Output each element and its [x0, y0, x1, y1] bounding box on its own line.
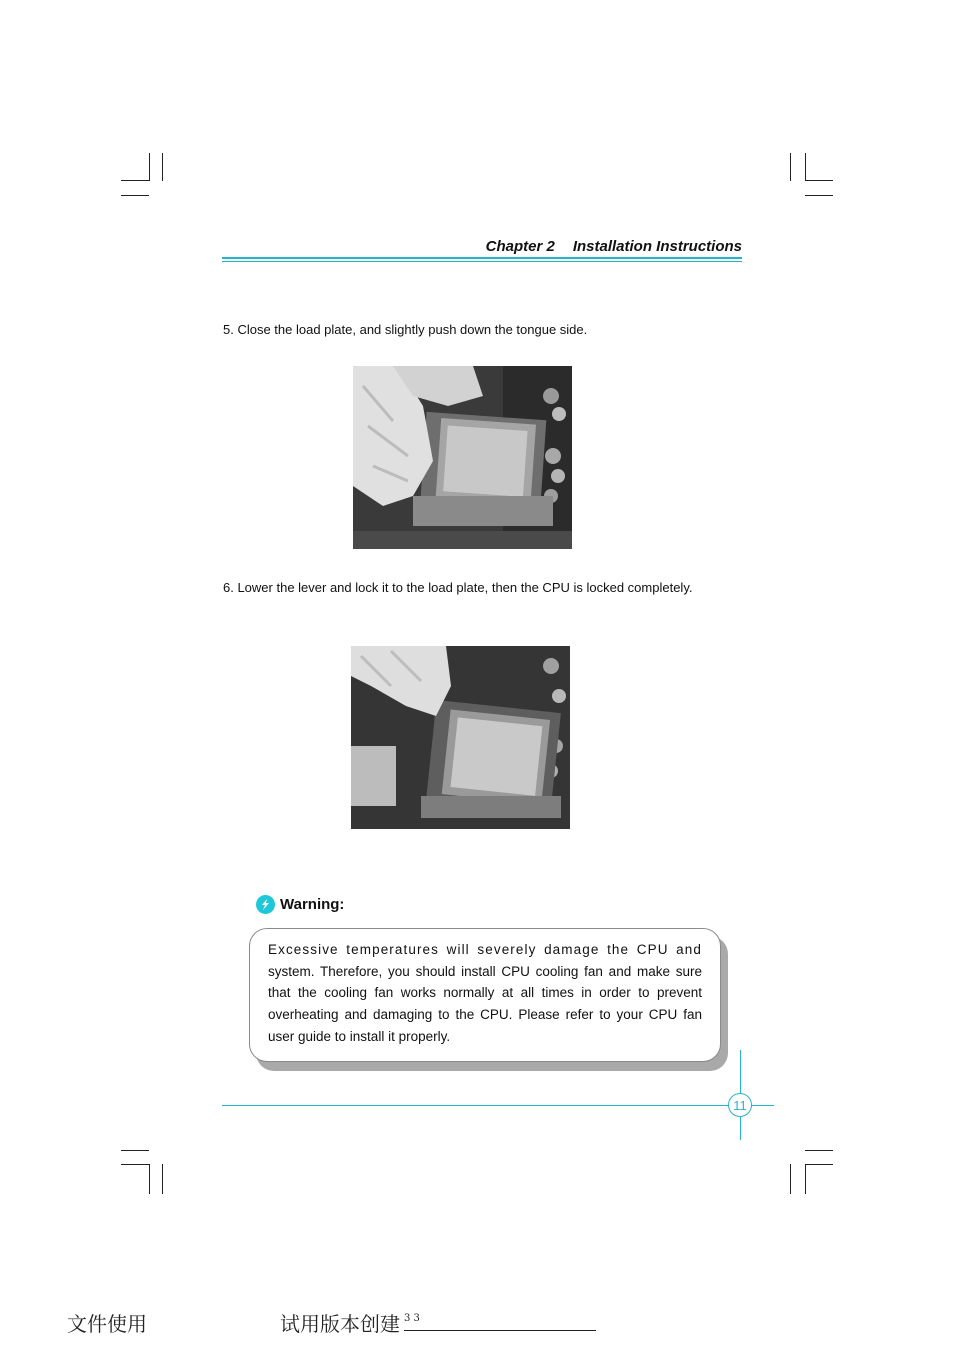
crop-mark	[805, 180, 833, 181]
crop-mark	[162, 153, 163, 181]
cpu-lever-locked-photo	[351, 646, 570, 829]
watermark-middle: 试用版本创建	[280, 1312, 400, 1336]
warning-title: Warning:	[280, 896, 345, 913]
crop-mark	[121, 1164, 149, 1165]
crop-mark	[121, 1150, 149, 1151]
step-6-text: 6. Lower the lever and lock it to the load plate, then the CPU is locked completely.	[223, 580, 693, 595]
crop-mark	[790, 153, 791, 181]
step-5-text: 5. Close the load plate, and slightly push down the tongue side.	[223, 322, 588, 337]
crop-mark	[805, 153, 806, 181]
chapter-number: Chapter 2	[485, 238, 555, 255]
header-rule-thin	[222, 261, 742, 262]
crop-mark	[149, 1164, 150, 1194]
header-rule	[222, 257, 742, 259]
crop-mark	[790, 1164, 791, 1194]
crop-mark	[121, 180, 149, 181]
warning-text	[268, 939, 702, 1048]
warning-text-rest: system. Therefore, you should install CPU cooling fan and make sure that the cooling fan works normally at all times in order to prevent overheating and damaging to the CPU. Please refer to your CPU fan user guide to install it properly.	[268, 963, 702, 1044]
crop-mark	[149, 153, 150, 181]
chapter-title: Installation Instructions	[572, 238, 742, 255]
footer-rule	[222, 1105, 774, 1106]
warning-icon	[256, 895, 275, 914]
crop-mark	[805, 1164, 806, 1194]
watermark-underline	[404, 1330, 596, 1331]
watermark-superscript: 3 3	[404, 1313, 420, 1324]
crop-mark	[121, 195, 149, 196]
crop-mark	[805, 195, 833, 196]
crop-mark	[805, 1150, 833, 1151]
crop-mark	[162, 1164, 163, 1194]
page-number: 11	[728, 1093, 752, 1117]
warning-text-first-line: Excessive temperatures will severely damage the CPU and	[268, 942, 702, 957]
crop-mark	[805, 1164, 833, 1165]
cpu-load-plate-photo	[353, 366, 572, 549]
watermark-left: 文件使用	[67, 1312, 147, 1336]
chapter-header	[440, 238, 742, 255]
